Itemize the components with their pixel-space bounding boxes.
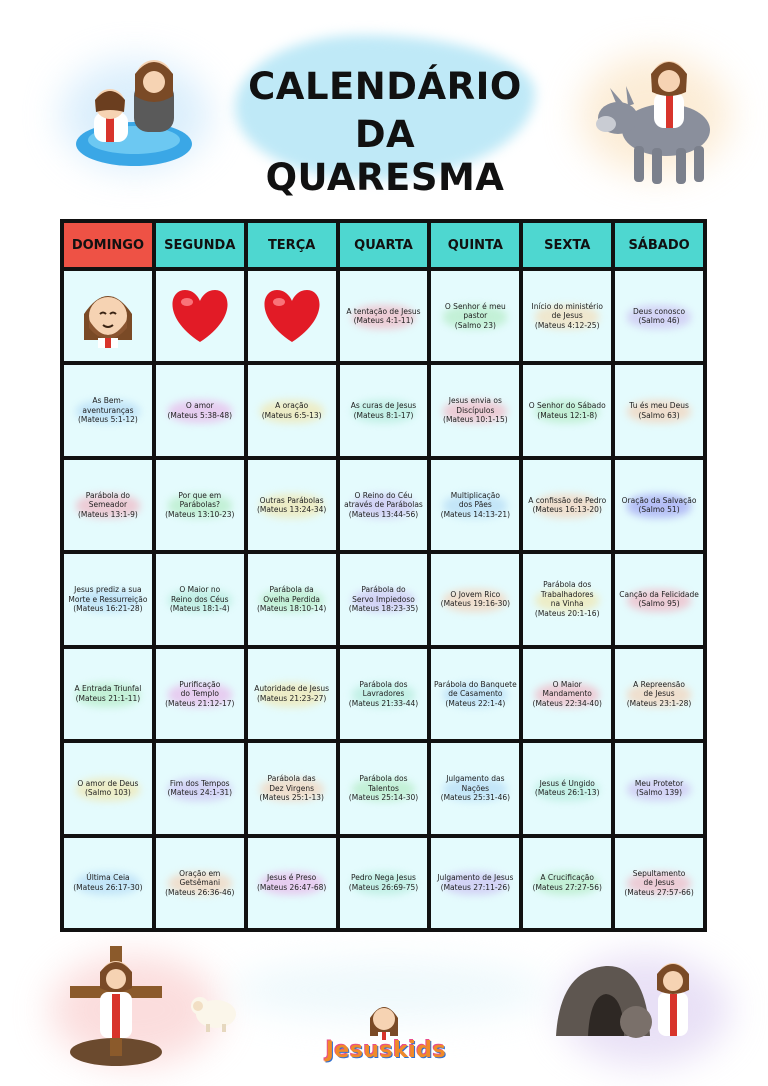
logo-jesus-face-icon (366, 1000, 402, 1040)
calendar-day-cell (340, 743, 428, 833)
calendar-day-cell (523, 460, 611, 550)
calendar-day-cell (523, 554, 611, 644)
reading-text: Julgamento das Nações (Mateus 25:31-46) (440, 774, 511, 803)
reading-text: Julgamento de Jesus (Mateus 27:11-26) (437, 873, 514, 892)
heart-icon (169, 288, 231, 344)
reading-text: O amor (Mateus 5:38-48) (167, 401, 233, 420)
calendar-day-cell (340, 649, 428, 739)
reading-text: A confissão de Pedro (Mateus 16:13-20) (528, 495, 607, 515)
jesuskids-logo (316, 1038, 456, 1063)
reading-text: Parábola dos Trabalhadores na Vinha (Mateus 20:1-16) (534, 580, 600, 618)
calendar-day-cell (615, 460, 703, 550)
calendar-day-cell (64, 365, 152, 455)
reading-text: Oração em Getsêmani (Mateus 26:36-46) (165, 868, 235, 897)
reading-text: Jesus é Ungido (Mateus 26:1-13) (534, 778, 600, 798)
logo-text: Jesuskids (325, 1038, 447, 1063)
calendar-day-cell (156, 271, 244, 361)
calendar-day-cell (431, 554, 519, 644)
reading-text: Parábola dos Talentos (Mateus 25:14-30) (348, 774, 419, 803)
calendar-day-cell (431, 271, 519, 361)
calendar-day-cell (64, 460, 152, 550)
calendar-day-cell (615, 554, 703, 644)
title-line-1: CALENDÁRIO (248, 65, 522, 108)
calendar-day-cell (523, 838, 611, 928)
calendar-day-cell (523, 365, 611, 455)
empty-tomb-illustration (550, 950, 725, 1050)
calendar-day-cell (248, 460, 336, 550)
reading-text: Jesus envia os Discípulos (Mateus 10:1-15) (443, 396, 508, 425)
weekday-header-quinta: QUINTA (431, 223, 519, 267)
calendar-day-cell (64, 554, 152, 644)
reading-text: Canção da Felicidade (Salmo 95) (619, 589, 699, 609)
weekday-header-sexta: SEXTA (523, 223, 611, 267)
calendar-day-cell (431, 365, 519, 455)
reading-text: A Entrada Triunfal (Mateus 21:1-11) (74, 684, 142, 703)
weekday-header-sabado: SÁBADO (615, 223, 703, 267)
reading-text: Parábola do Semeador (Mateus 13:1-9) (78, 490, 138, 519)
reading-text: A Crucificação (Mateus 27:27-56) (532, 873, 602, 892)
reading-text: Parábola das Dez Virgens (Mateus 25:1-13) (259, 774, 324, 803)
calendar-day-cell (248, 838, 336, 928)
reading-text: Pedro Nega Jesus (Mateus 26:69-75) (348, 873, 419, 892)
reading-text: O Senhor do Sábado (Mateus 12:1-8) (528, 401, 606, 420)
calendar-day-cell (156, 554, 244, 644)
calendar-day-cell (64, 743, 152, 833)
reading-text: Início do ministério de Jesus (Mateus 4:12-25) (531, 301, 603, 330)
reading-text: Última Ceia (Mateus 26:17-30) (73, 873, 143, 892)
reading-text: Parábola do Banquete de Casamento (Mateus 22:1-4) (433, 679, 517, 708)
reading-text: Jesus prediz a sua Morte e Ressurreição (Mateus 16:21-28) (68, 585, 148, 614)
reading-text: As curas de Jesus (Mateus 8:1-17) (350, 401, 417, 420)
reading-text: Parábola dos Lavradores (Mateus 21:33-44) (348, 679, 419, 708)
reading-text: Meu Protetor (Salmo 139) (634, 778, 684, 798)
calendar-day-cell (156, 365, 244, 455)
reading-text: O Maior no Reino dos Céus (Mateus 18:1-4) (169, 585, 230, 614)
calendar-day-cell (64, 838, 152, 928)
calendar-day-cell (431, 460, 519, 550)
calendar-day-cell (615, 649, 703, 739)
weekday-header-quarta: QUARTA (340, 223, 428, 267)
reading-text: Multiplicação dos Pães (Mateus 14:13-21) (440, 490, 511, 519)
calendar-day-cell (523, 649, 611, 739)
calendar-day-cell (431, 838, 519, 928)
calendar-grid (60, 219, 707, 932)
reading-text: Sepultamento de Jesus (Mateus 27:57-66) (624, 868, 694, 897)
calendar-day-cell (156, 460, 244, 550)
calendar-day-cell (523, 743, 611, 833)
calendar-day-cell (431, 649, 519, 739)
reading-text: Parábola da Ovelha Perdida (Mateus 18:10-14) (256, 585, 327, 614)
calendar-day-cell (248, 649, 336, 739)
jesus-face-icon (76, 284, 140, 348)
calendar-day-cell (248, 554, 336, 644)
title-block (235, 35, 535, 199)
cross-illustration (60, 940, 170, 1070)
reading-text: Deus conosco (Salmo 46) (633, 306, 686, 326)
calendar-day-cell (156, 838, 244, 928)
calendar-day-cell (340, 838, 428, 928)
reading-text: A oração (Mateus 6:5-13) (261, 401, 322, 420)
calendar-day-cell (156, 649, 244, 739)
calendar-day-cell (615, 743, 703, 833)
calendar-day-cell (340, 554, 428, 644)
calendar-day-cell (64, 271, 152, 361)
calendar-day-cell (340, 460, 428, 550)
lamb-illustration (188, 988, 240, 1034)
reading-text: Oração da Salvação (Salmo 51) (621, 495, 697, 515)
reading-text: A tentação de Jesus (Mateus 4:1-11) (346, 306, 421, 326)
baptism-illustration (72, 52, 204, 172)
reading-text: Outras Parábolas (Mateus 13:24-34) (256, 495, 327, 515)
calendar-day-cell (523, 271, 611, 361)
reading-text: O Senhor é meu pastor (Salmo 23) (444, 301, 506, 330)
reading-text: Tu és meu Deus (Salmo 63) (629, 401, 689, 420)
calendar-day-cell (248, 271, 336, 361)
calendar-day-cell (615, 271, 703, 361)
weekday-header-domingo: DOMINGO (64, 223, 152, 267)
calendar-day-cell (340, 271, 428, 361)
reading-text: Por que em Parábolas? (Mateus 13:10-23) (165, 490, 235, 519)
calendar-day-cell (615, 838, 703, 928)
donkey-illustration (592, 48, 724, 188)
calendar-day-cell (64, 649, 152, 739)
calendar-day-cell (615, 365, 703, 455)
calendar-day-cell (156, 743, 244, 833)
calendar-day-cell (248, 365, 336, 455)
reading-text: Jesus é Preso (Mateus 26:47-68) (256, 873, 327, 892)
reading-text: Fim dos Tempos (Mateus 24:1-31) (167, 778, 233, 798)
title-line-2: DA QUARESMA (265, 113, 505, 199)
reading-text: Autoridade de Jesus (Mateus 21:23-27) (254, 684, 330, 703)
reading-text: Parábola do Servo Impiedoso (Mateus 18:23-35) (348, 585, 419, 614)
weekday-header-terca: TERÇA (248, 223, 336, 267)
weekday-header-segunda: SEGUNDA (156, 223, 244, 267)
reading-text: O Jovem Rico (Mateus 19:16-30) (440, 589, 511, 609)
reading-text: A Repreensão de Jesus (Mateus 23:1-28) (626, 679, 692, 708)
heart-icon (261, 288, 323, 344)
reading-text: O amor de Deus (Salmo 103) (77, 778, 139, 798)
reading-text: O Maior Mandamento (Mateus 22:34-40) (532, 679, 602, 708)
reading-text: O Reino do Céu através de Parábolas (Mateus 13:44-56) (344, 490, 423, 519)
reading-text: Purificação do Templo (Mateus 21:12-17) (165, 679, 235, 708)
calendar-day-cell (248, 743, 336, 833)
reading-text: As Bem- aventuranças (Mateus 5:1-12) (78, 396, 138, 425)
calendar-day-cell (431, 743, 519, 833)
calendar-day-cell (340, 365, 428, 455)
